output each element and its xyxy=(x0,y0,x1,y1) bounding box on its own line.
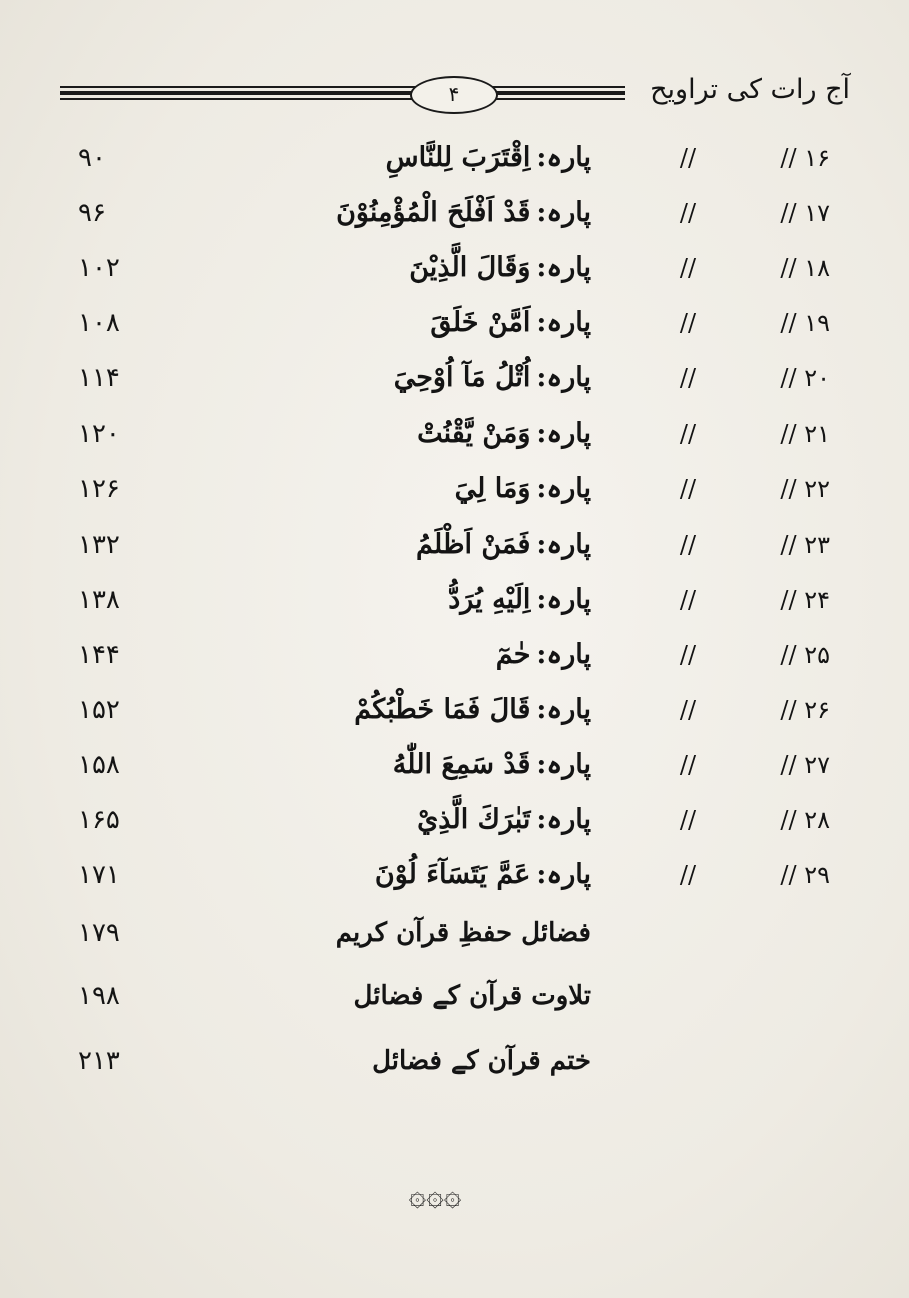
parah-label: پارہ: xyxy=(536,694,591,725)
toc-row xyxy=(0,135,909,181)
parah-label: پارہ: xyxy=(536,362,591,393)
section-title: تلاوت قرآن کے فضائل xyxy=(353,981,591,1011)
parah-number: ۱۷ // xyxy=(780,199,830,227)
page-ref: ۱۳۸ xyxy=(78,585,120,615)
page-ref: ۱۷۹ xyxy=(78,918,120,948)
header-rule xyxy=(60,91,625,95)
flower-ornament-icon: ۞۞۞ xyxy=(408,1178,462,1213)
entry-title xyxy=(251,466,591,512)
ditto-mark: // xyxy=(679,199,697,227)
toc-row xyxy=(0,632,909,678)
surah-heading: تَبٰرَكَ الَّذِيْ xyxy=(417,804,531,835)
entry-title xyxy=(251,687,591,733)
toc-row xyxy=(0,355,909,401)
book-title: آج رات کی تراویح xyxy=(650,74,850,105)
entry-title xyxy=(251,797,591,843)
parah-label: پارہ: xyxy=(536,584,591,615)
page-ref: ۹۶ xyxy=(78,198,106,228)
toc-row xyxy=(0,411,909,457)
entry-title xyxy=(251,190,591,236)
surah-heading: وَمَا لِيَ xyxy=(454,473,531,504)
toc-row xyxy=(0,245,909,291)
ditto-mark: // xyxy=(679,254,697,282)
parah-number: ۱۶ // xyxy=(780,144,830,172)
parah-label: پارہ: xyxy=(536,418,591,449)
ditto-mark: // xyxy=(679,475,697,503)
page-ref: ۱۰۸ xyxy=(78,308,120,338)
toc-row-extra xyxy=(0,973,909,1019)
entry-title xyxy=(251,522,591,568)
parah-label: پارہ: xyxy=(536,804,591,835)
toc-row xyxy=(0,687,909,733)
page-ref: ۱۵۸ xyxy=(78,750,120,780)
entry-title xyxy=(251,852,591,898)
entry-title xyxy=(251,135,591,181)
page-header xyxy=(60,72,850,112)
entry-title xyxy=(251,355,591,401)
ditto-mark: // xyxy=(679,696,697,724)
parah-number: ۱۹ // xyxy=(780,309,830,337)
surah-heading: اِقْتَرَبَ لِلنَّاسِ xyxy=(385,142,531,173)
ditto-mark: // xyxy=(679,641,697,669)
parah-number: ۱۸ // xyxy=(780,254,830,282)
parah-label: پارہ: xyxy=(536,197,591,228)
parah-number: ۲۹ // xyxy=(780,861,830,889)
surah-heading: اَمَّنْ خَلَقَ xyxy=(430,307,531,338)
page-ref: ۱۶۵ xyxy=(78,805,120,835)
toc-row xyxy=(0,466,909,512)
toc-row-extra xyxy=(0,910,909,956)
parah-number: ۲۰ // xyxy=(780,364,830,392)
parah-number: ۲۵ // xyxy=(780,641,830,669)
page-ref: ۱۱۴ xyxy=(78,363,120,393)
surah-heading: وَمَنْ يَّقْنُتْ xyxy=(417,418,531,449)
page-ref: ۱۹۸ xyxy=(78,981,120,1011)
entry-title xyxy=(251,300,591,346)
toc-row xyxy=(0,852,909,898)
parah-number: ۲۱ // xyxy=(780,420,830,448)
entry-title xyxy=(251,245,591,291)
section-title: فضائل حفظِ قرآن کریم xyxy=(335,918,591,948)
parah-number: ۲۳ // xyxy=(780,531,830,559)
toc-row xyxy=(0,190,909,236)
section-title: ختم قرآن کے فضائل xyxy=(372,1046,591,1076)
page-ref: ۱۲۰ xyxy=(78,419,120,449)
parah-label: پارہ: xyxy=(536,529,591,560)
parah-number: ۲۶ // xyxy=(780,696,830,724)
ditto-mark: // xyxy=(679,861,697,889)
page-ref: ۱۷۱ xyxy=(78,860,120,890)
page-ref: ۹۰ xyxy=(78,143,106,173)
page-ref: ۱۳۲ xyxy=(78,530,120,560)
entry-title xyxy=(251,577,591,623)
surah-heading: اِلَيْهِ يُرَدُّ xyxy=(448,584,531,615)
parah-label: پارہ: xyxy=(536,859,591,890)
parah-label: پارہ: xyxy=(536,252,591,283)
toc-row-extra xyxy=(0,1038,909,1084)
toc-row xyxy=(0,797,909,843)
surah-heading: وَقَالَ الَّذِيْنَ xyxy=(409,252,531,283)
ditto-mark: // xyxy=(679,144,697,172)
surah-heading: قَدْ اَفْلَحَ الْمُؤْمِنُوْنَ xyxy=(336,197,531,228)
page-ref: ۱۴۴ xyxy=(78,640,120,670)
header-rule xyxy=(60,98,625,100)
ditto-mark: // xyxy=(679,751,697,779)
toc-row xyxy=(0,522,909,568)
parah-label: پارہ: xyxy=(536,307,591,338)
page-ref: ۱۲۶ xyxy=(78,474,120,504)
surah-heading: قَدْ سَمِعَ اللّٰهُ xyxy=(392,749,531,780)
header-rule xyxy=(60,86,625,88)
page-ref: ۱۵۲ xyxy=(78,695,120,725)
parah-number: ۲۸ // xyxy=(780,806,830,834)
ditto-mark: // xyxy=(679,364,697,392)
ditto-mark: // xyxy=(679,806,697,834)
ditto-mark: // xyxy=(679,309,697,337)
entry-title xyxy=(251,411,591,457)
surah-heading: قَالَ فَمَا خَطْبُكُمْ xyxy=(354,694,531,725)
ditto-mark: // xyxy=(679,420,697,448)
ditto-mark: // xyxy=(679,586,697,614)
page-ref: ۱۰۲ xyxy=(78,253,120,283)
parah-label: پارہ: xyxy=(536,473,591,504)
entry-title xyxy=(251,632,591,678)
parah-label: پارہ: xyxy=(536,639,591,670)
parah-number: ۲۷ // xyxy=(780,751,830,779)
surah-heading: اُتْلُ مَآ اُوْحِيَ xyxy=(393,362,531,393)
surah-heading: عَمَّ يَتَسَآءَ لُوْنَ xyxy=(374,859,531,890)
toc-row xyxy=(0,300,909,346)
ditto-mark: // xyxy=(679,531,697,559)
page-ref: ۲۱۳ xyxy=(78,1046,120,1076)
toc-row xyxy=(0,742,909,788)
surah-heading: فَمَنْ اَظْلَمُ xyxy=(416,529,531,560)
page-number: ۴ xyxy=(410,76,498,114)
parah-number: ۲۴ // xyxy=(780,586,830,614)
surah-heading: حٰمٓ xyxy=(495,639,531,670)
parah-number: ۲۲ // xyxy=(780,475,830,503)
entry-title xyxy=(251,742,591,788)
toc-row xyxy=(0,577,909,623)
parah-label: پارہ: xyxy=(536,142,591,173)
parah-label: پارہ: xyxy=(536,749,591,780)
